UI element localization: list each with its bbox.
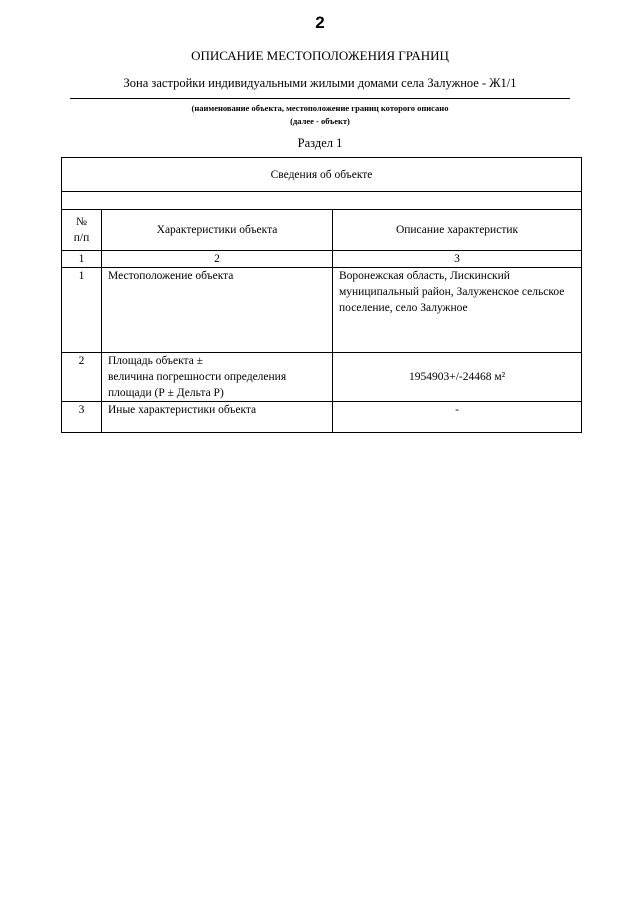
row-num: 3	[62, 402, 102, 433]
column-number-row	[62, 251, 582, 268]
row-characteristic: Площадь объекта ± величина погрешности определения площади (Р ± Дельта Р)	[102, 353, 333, 402]
section-title: Раздел 1	[297, 136, 343, 150]
table-spacer	[62, 192, 582, 210]
object-name: Зона застройки индивидуальными жилыми домами села Залужное - Ж1/1	[123, 76, 517, 90]
table-caption: Сведения об объекте	[62, 158, 582, 192]
column-number-2: 2	[102, 251, 333, 268]
table-header-row	[62, 210, 582, 251]
table-spacer-row	[62, 192, 582, 210]
row-characteristic: Иные характеристики объекта	[102, 402, 333, 433]
page-number: 2	[315, 13, 325, 32]
header-num: № п/п	[62, 210, 102, 251]
header-description: Описание характеристик	[333, 210, 582, 251]
object-name-caption	[0, 102, 640, 128]
object-info-table	[61, 157, 582, 433]
table-row	[62, 268, 582, 353]
column-number-1: 1	[62, 251, 102, 268]
row-num: 2	[62, 353, 102, 402]
document-title: ОПИСАНИЕ МЕСТОПОЛОЖЕНИЯ ГРАНИЦ	[191, 48, 449, 63]
column-number-3: 3	[333, 251, 582, 268]
row-description: 1954903+/-24468 м²	[333, 353, 582, 402]
header-characteristic: Характеристики объекта	[102, 210, 333, 251]
row-description: -	[333, 402, 582, 433]
table-row	[62, 402, 582, 433]
table-row	[62, 353, 582, 402]
caption-line-1: (наименование объекта, местоположение границ которого описано	[191, 103, 449, 113]
caption-line-2: (далее - объект)	[290, 116, 350, 126]
row-characteristic: Местоположение объекта	[102, 268, 333, 353]
row-description: Воронежская область, Лискинский муниципальный район, Залуженское сельское поселение, село Залужное	[333, 268, 582, 353]
table-caption-row	[62, 158, 582, 192]
row-num: 1	[62, 268, 102, 353]
underline-rule	[70, 98, 570, 99]
